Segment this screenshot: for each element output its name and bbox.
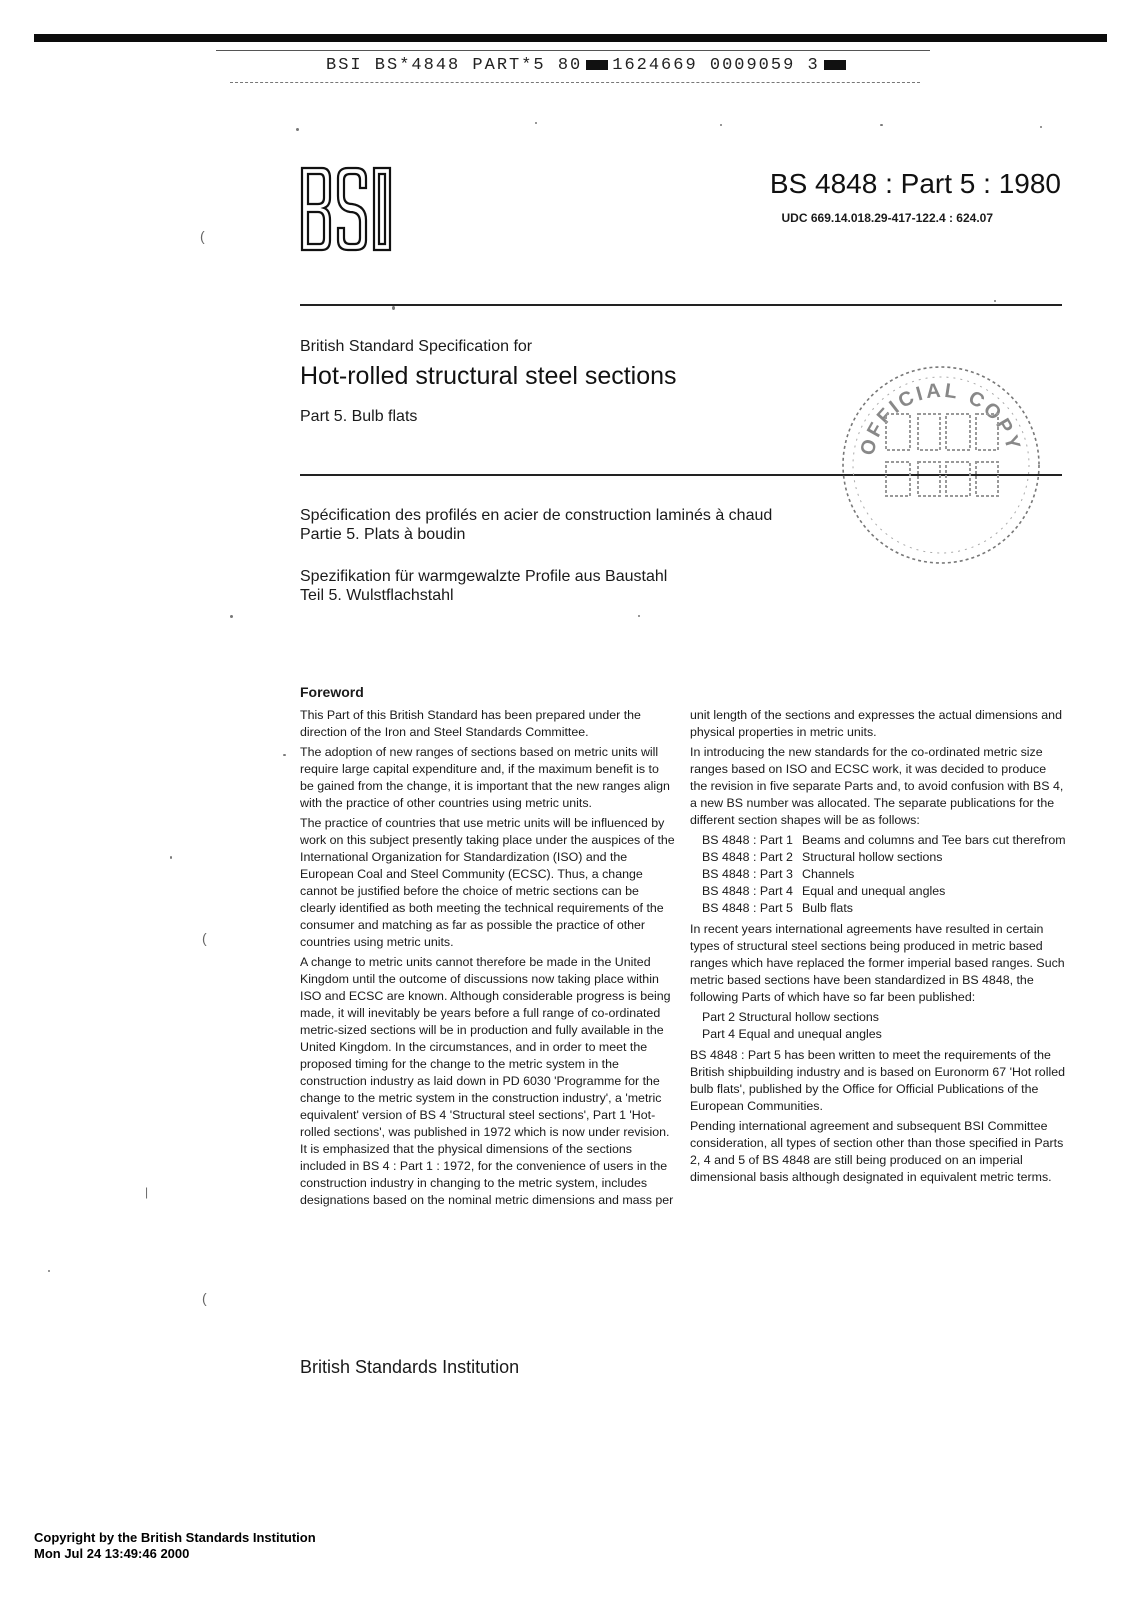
foreword-paragraph: unit length of the sections and expresses the actual dimensions and physical properties in metric units. bbox=[690, 708, 1062, 739]
part-description: Structural hollow sections bbox=[802, 850, 943, 864]
foreword-paragraph: Pending international agreement and subsequent BSI Committee consideration, all types of section other than those specified in Parts 2, 4 and 5 of BS 4848 are still being produced on an imperial dimensional basis although designated in equivalent metric terms. bbox=[690, 1119, 1064, 1184]
list-item: Part 2 Structural hollow sections bbox=[702, 1010, 879, 1024]
timestamp: Mon Jul 24 13:49:46 2000 bbox=[34, 1546, 190, 1561]
standard-number: BS 4848 : Part 5 : 1980 bbox=[769, 168, 1061, 199]
foreword-left-column bbox=[300, 707, 676, 1212]
part-description: Beams and columns and Tee bars cut therefrom bbox=[802, 833, 1066, 847]
foreword-paragraph: BS 4848 : Part 5 has been written to meet the requirements of the British shipbuilding industry and is based on Euronorm 67 'Hot rolled bulb flats', published by the Office for Official Publications of the European Communities. bbox=[690, 1048, 1065, 1113]
foreword-paragraph: In introducing the new standards for the co-ordinated metric size ranges based on ISO and ECSC work, it was decided to produce the revision in five separate Parts and, to avoid confusion with BS 4, a new BS number was allocated. The separate publications for the different section shapes will be as follows: bbox=[690, 745, 1064, 827]
german-title bbox=[300, 567, 667, 605]
list-item bbox=[690, 866, 1066, 883]
scan-speck bbox=[720, 124, 722, 126]
part-number: BS 4848 : Part 3 bbox=[702, 867, 793, 881]
copyright-notice bbox=[34, 1530, 316, 1562]
part-description: Channels bbox=[802, 867, 855, 881]
french-title-line2: Partie 5. Plats à boudin bbox=[300, 526, 466, 543]
black-block-mark bbox=[586, 60, 608, 70]
foreword-paragraph: A change to metric units cannot therefore be made in the United Kingdom until the outcome of discussions now taking place within ISO and ECSC are known. Although considerable progress is being made, it will inevitably be years before a full range of co-ordinated metric-sized sections will be in production and fully available in the United Kingdom. In the circumstances, and in order to meet the proposed timing for the change to the metric system in the construction industry as laid down in PD 6030 'Programme for the change to the metric system in the construction industry', a 'metric equivalent' version of BS 4 'Structural steel sections', Part 1 'Hot-rolled sections', was published in 1972 which is now under revision. It is emphasized that the physical dimensions of the sections included in BS 4 : Part 1 : 1972, for the convenience of users in the construction industry in changing to the metric system, includes designations based on the nominal metric dimensions and mass per bbox=[300, 955, 674, 1207]
part-number: BS 4848 : Part 2 bbox=[702, 850, 793, 864]
bracket-mark: ( bbox=[200, 228, 205, 244]
list-item: Part 4 Equal and unequal angles bbox=[702, 1027, 882, 1041]
foreword-paragraph: In recent years international agreements have resulted in certain types of structural steel sections being produced in metric based ranges which have replaced the former imperial based ranges. Such metric based sections have been standardized in BS 4848, the following Parts of which have so far been published: bbox=[690, 922, 1065, 1004]
foreword-paragraph: This Part of this British Standard has been prepared under the direction of the Iron and Steel Standards Committee. bbox=[300, 708, 641, 739]
top-border-bar bbox=[34, 34, 1107, 42]
header-code-text: BSI BS*4848 PART*5 80 bbox=[326, 56, 583, 75]
part-subtitle: Part 5. Bulb flats bbox=[300, 408, 418, 425]
german-title-line2: Teil 5. Wulstflachstahl bbox=[300, 587, 454, 604]
foreword-heading: Foreword bbox=[300, 684, 364, 700]
part-description: Bulb flats bbox=[802, 901, 853, 915]
institution-name: British Standards Institution bbox=[300, 1357, 520, 1377]
document-header-code bbox=[326, 56, 850, 75]
list-item bbox=[690, 832, 1066, 849]
published-parts-list bbox=[690, 1009, 1066, 1043]
scan-speck bbox=[296, 128, 299, 131]
foreword-right-column bbox=[690, 707, 1066, 1189]
scan-speck bbox=[392, 306, 395, 310]
part-description: Equal and unequal angles bbox=[802, 884, 946, 898]
header-rule-dashed bbox=[230, 82, 920, 83]
copyright-line: Copyright by the British Standards Institution bbox=[34, 1530, 316, 1545]
french-title-line1: Spécification des profilés en acier de construction laminés à chaud bbox=[300, 507, 773, 524]
header-code-text-2: 1624669 0009059 3 bbox=[612, 56, 820, 75]
header-rule bbox=[216, 50, 930, 51]
part-number: BS 4848 : Part 1 bbox=[702, 833, 793, 847]
scan-speck bbox=[535, 122, 537, 124]
bracket-mark: ( bbox=[202, 1290, 207, 1306]
part-number: BS 4848 : Part 4 bbox=[702, 884, 793, 898]
black-block-mark bbox=[824, 60, 846, 70]
list-item bbox=[690, 849, 1066, 866]
scan-speck bbox=[230, 615, 233, 618]
foreword-paragraph: The adoption of new ranges of sections based on metric units will require large capital expenditure and, if the maximum benefit is to be gained from the change, it is important that the new ranges align with the practice of other countries using metric units. bbox=[300, 745, 670, 810]
scan-speck bbox=[1040, 126, 1042, 128]
page-title: Hot-rolled structural steel sections bbox=[300, 362, 677, 390]
french-title bbox=[300, 506, 772, 544]
bsi-logo bbox=[300, 166, 392, 257]
parts-list bbox=[690, 832, 1066, 917]
bracket-mark: ( bbox=[202, 930, 207, 946]
scan-speck bbox=[880, 124, 883, 126]
scan-speck bbox=[994, 300, 996, 302]
list-item bbox=[690, 883, 1066, 900]
udc-code: UDC 669.14.018.29-417-122.4 : 624.07 bbox=[781, 211, 993, 225]
scan-speck bbox=[170, 856, 172, 859]
scan-speck bbox=[638, 615, 640, 617]
part-number: BS 4848 : Part 5 bbox=[702, 901, 793, 915]
official-copy-stamp bbox=[838, 362, 1044, 573]
scan-speck bbox=[283, 754, 286, 756]
foreword-paragraph: The practice of countries that use metric units will be influenced by work on this subject presently taking place under the auspices of the International Organization for Standardization (ISO) and the European Coal and Steel Community (ECSC). Thus, a change cannot be justified before the choice of metric sections can be clearly identified as both meeting the technical requirements of the consumer and matching as far as possible the practice of other countries using metric units. bbox=[300, 816, 675, 949]
tick-mark: | bbox=[145, 1185, 149, 1199]
pretitle: British Standard Specification for bbox=[300, 338, 533, 355]
list-item bbox=[690, 900, 1066, 917]
german-title-line1: Spezifikation für warmgewalzte Profile aus Baustahl bbox=[300, 568, 668, 585]
title-rule-top bbox=[300, 304, 1062, 306]
svg-text:OFFICIAL COPY: OFFICIAL COPY bbox=[856, 379, 1025, 458]
scan-speck bbox=[48, 1270, 50, 1272]
